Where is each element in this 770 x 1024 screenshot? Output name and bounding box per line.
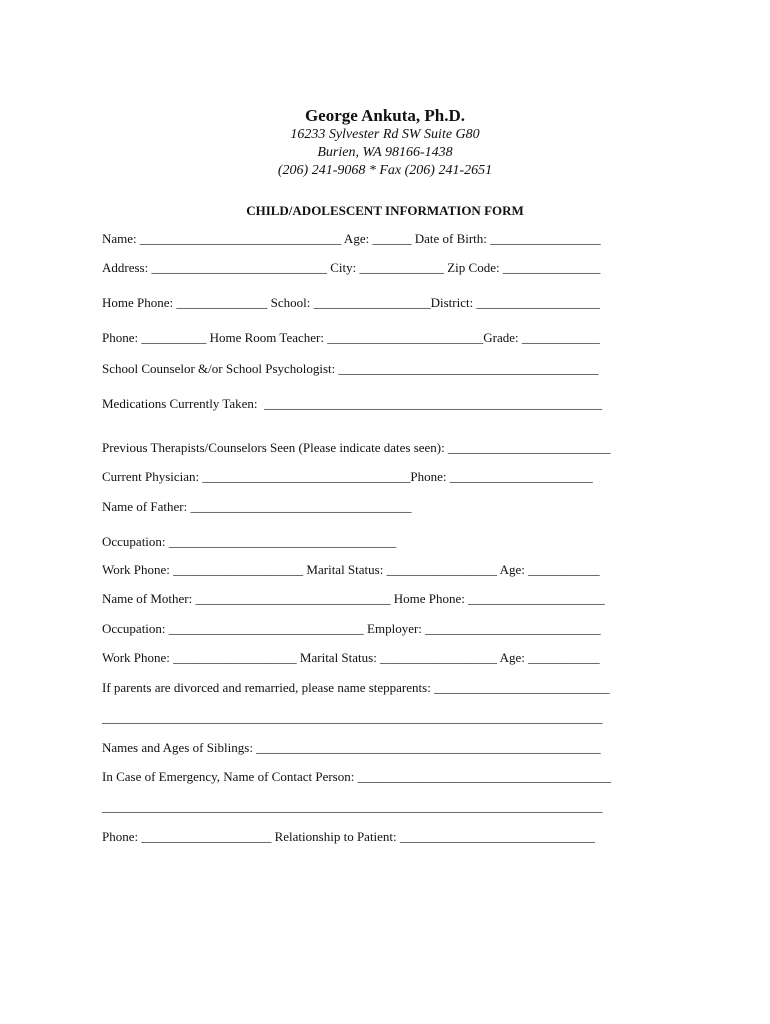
home-phone-school-district-field-row[interactable]: Home Phone: ______________ School: __________________District: ___________________ bbox=[102, 295, 600, 310]
father-name-field-row[interactable]: Name of Father: __________________________________ bbox=[102, 499, 412, 514]
mother-name-field-row[interactable]: Name of Mother: ______________________________ Home Phone: _____________________ bbox=[102, 591, 605, 606]
father-work-phone-field-row[interactable]: Work Phone: ____________________ Marital Status: _________________ Age: ___________ bbox=[102, 562, 600, 577]
name-age-dob-field-row[interactable]: Name: _______________________________ Age: ______ Date of Birth: _________________ bbox=[102, 231, 601, 246]
stepparents-field-row[interactable]: If parents are divorced and remarried, please name stepparents: ___________________________ bbox=[102, 680, 610, 695]
phone-teacher-grade-field-row[interactable]: Phone: __________ Home Room Teacher: ________________________Grade: ____________ bbox=[102, 330, 600, 345]
address-city-zip-field-row[interactable]: Address: ___________________________ City: _____________ Zip Code: _______________ bbox=[102, 260, 601, 275]
phone-fax-line: (206) 241-9068 * Fax (206) 241-2651 bbox=[277, 163, 493, 178]
doctor-name: George Ankuta, Ph.D. bbox=[304, 106, 466, 125]
previous-therapists-field-row[interactable]: Previous Therapists/Counselors Seen (Please indicate dates seen): _________________________ bbox=[102, 440, 611, 455]
address-line-1: 16233 Sylvester Rd SW Suite G80 bbox=[290, 127, 480, 142]
emergency-contact-continuation-line[interactable]: _____________________________________________________________________________ bbox=[102, 799, 603, 814]
medications-field-row[interactable]: Medications Currently Taken: ____________________________________________________ bbox=[102, 396, 603, 411]
mother-occupation-field-row[interactable]: Occupation: ______________________________ Employer: ___________________________ bbox=[102, 621, 601, 636]
emergency-contact-field-row[interactable]: In Case of Emergency, Name of Contact Person: _______________________________________ bbox=[102, 769, 612, 784]
form-title: CHILD/ADOLESCENT INFORMATION FORM bbox=[246, 203, 524, 218]
stepparents-continuation-line[interactable]: _____________________________________________________________________________ bbox=[102, 710, 603, 725]
school-counselor-field-row[interactable]: School Counselor &/or School Psychologist: ________________________________________ bbox=[102, 361, 599, 376]
address-line-2: Burien, WA 98166-1438 bbox=[317, 145, 453, 160]
emergency-phone-relationship-field-row[interactable]: Phone: ____________________ Relationship to Patient: ______________________________ bbox=[102, 829, 595, 844]
father-occupation-field-row[interactable]: Occupation: ___________________________________ bbox=[102, 534, 397, 549]
mother-work-phone-field-row[interactable]: Work Phone: ___________________ Marital Status: __________________ Age: ___________ bbox=[102, 650, 600, 665]
current-physician-field-row[interactable]: Current Physician: ________________________________Phone: ______________________ bbox=[102, 469, 593, 484]
siblings-field-row[interactable]: Names and Ages of Siblings: _____________________________________________________ bbox=[102, 740, 601, 755]
